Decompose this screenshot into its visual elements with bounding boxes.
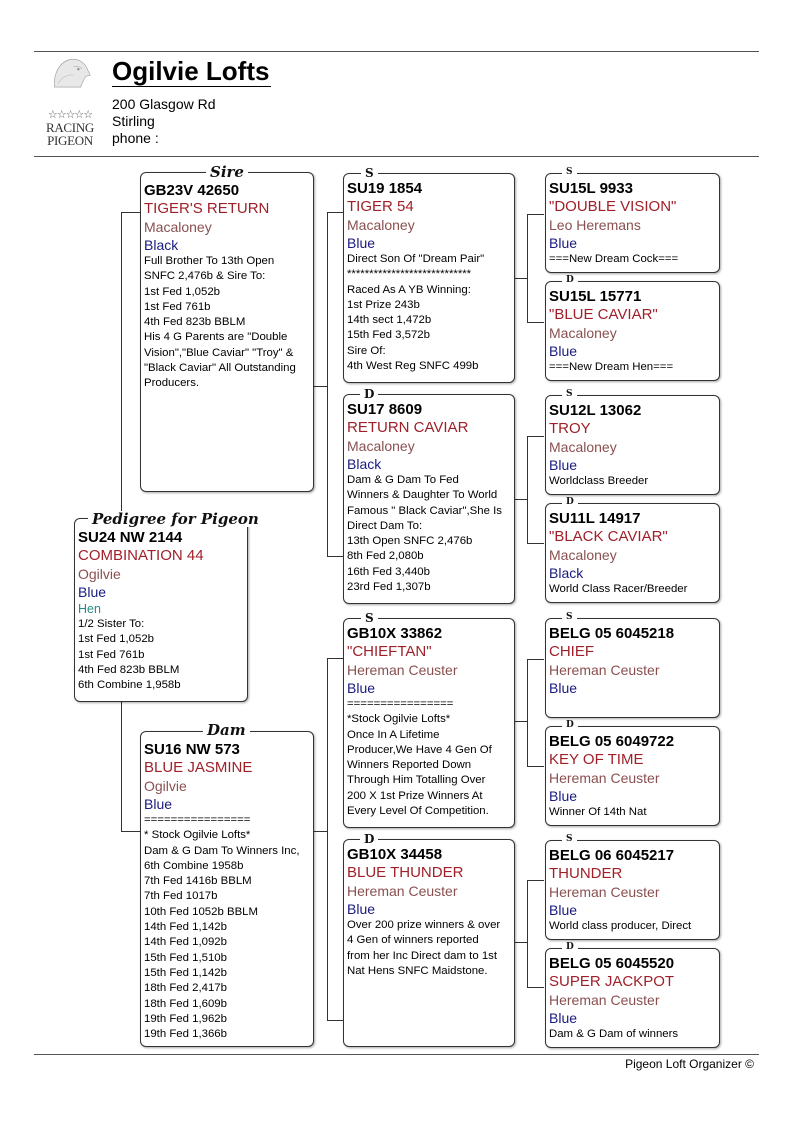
connector-line — [121, 212, 122, 518]
ring-number: BELG 05 6049722 — [549, 733, 675, 750]
sire-card[interactable] — [140, 172, 314, 492]
dam-marker: D — [360, 833, 378, 845]
pigeon-name: "BLUE CAVIAR" — [549, 306, 658, 323]
notes: Worldclass Breeder — [549, 475, 649, 487]
breeder: Hereman Ceuster — [549, 662, 660, 678]
ring-number: BELG 05 6045218 — [549, 625, 675, 642]
pigeon-name: THUNDER — [549, 865, 623, 882]
dam-marker: D — [360, 388, 378, 400]
logo-stars: ☆☆☆☆☆ — [47, 109, 93, 121]
notes: World Class Racer/Breeder — [549, 583, 688, 595]
pigeon-name: "CHIEFTAN" — [347, 643, 432, 660]
ring-number: GB10X 33862 — [347, 625, 443, 642]
ring-number: SU12L 13062 — [549, 402, 642, 419]
connector-line — [527, 436, 544, 437]
pigeon-name: CHIEF — [549, 643, 594, 660]
address-line-2: Stirling — [112, 113, 155, 129]
dam-marker: D — [562, 943, 578, 952]
dam-card[interactable] — [140, 731, 314, 1047]
connector-line — [527, 987, 544, 988]
sdd-card[interactable] — [545, 503, 720, 603]
connector-line — [515, 278, 527, 279]
pigeon-name: TIGER 54 — [347, 198, 414, 215]
connector-line — [515, 721, 527, 722]
dam-marker: D — [562, 276, 578, 285]
notes: ================ * Stock Ogilvie Lofts* Dam & G Dam To Winners Inc, 6th Combine 1958b 7th Fed 1416b BBLM 7th Fed 1017b 10th Fed 1052b BBLM 14th Fed 1,142b 14th Fed 1,092b 15th Fed 1,510b 15th Fed 1,142b 18th Fed 2,417b 18th Fed 1,609b 19th Fed 1,962b 19th Fed 1,366b — [144, 814, 300, 1041]
connector-line — [527, 659, 528, 766]
breeder: Ogilvie — [144, 778, 187, 794]
connector-line — [515, 499, 527, 500]
ring-number: SU19 1854 — [347, 180, 423, 197]
notes: Dam & G Dam To Fed Winners & Daughter To World Famous " Black Caviar",She Is Direct Dam To: 13th Open SNFC 2,476b 8th Fed 2,080b 16th Fed 3,440b 23rd Fed 1,307b — [347, 474, 502, 594]
breeder: Hereman Ceuster — [549, 884, 660, 900]
pigeon-name: BLUE JASMINE — [144, 759, 253, 776]
subject-pigeon-card[interactable] — [74, 518, 248, 702]
connector-line — [314, 831, 327, 832]
breeder: Macaloney — [549, 439, 617, 455]
connector-line — [527, 766, 544, 767]
pigeon-name: KEY OF TIME — [549, 751, 644, 768]
ring-number: SU16 NW 573 — [144, 741, 240, 758]
dss-card[interactable] — [545, 618, 720, 718]
sds-card[interactable] — [545, 395, 720, 495]
ring-number: SU15L 9933 — [549, 180, 633, 197]
connector-line — [527, 659, 544, 660]
colour: Blue — [549, 680, 578, 696]
colour: Blue — [549, 343, 578, 359]
connector-line — [527, 880, 528, 987]
subject-label: Pedigree for Pigeon — [88, 511, 263, 527]
pigeon-name: "DOUBLE VISION" — [549, 198, 677, 215]
notes: ===New Dream Cock=== — [549, 253, 679, 265]
dam-dam-card[interactable] — [343, 839, 515, 1047]
breeder: Macaloney — [144, 219, 212, 235]
breeder: Macaloney — [347, 217, 415, 233]
notes: Over 200 prize winners & over 4 Gen of winners reported from her Inc Direct dam to 1st Nat Hens SNFC Maidstone. — [347, 919, 501, 977]
sire-label: Sire — [206, 164, 248, 180]
footer-rule — [34, 1054, 759, 1055]
pigeon-name: BLUE THUNDER — [347, 864, 464, 881]
notes: ===New Dream Hen=== — [549, 361, 674, 373]
sire-marker: S — [562, 168, 577, 177]
logo-text-pigeon: PIGEON — [47, 133, 93, 148]
address-line-1: 200 Glasgow Rd — [112, 96, 216, 112]
header-top-rule — [34, 51, 759, 52]
pigeon-name: TROY — [549, 420, 591, 437]
colour: Black — [144, 237, 179, 253]
colour: Blue — [347, 680, 376, 696]
colour: Blue — [144, 796, 173, 812]
connector-line — [121, 831, 140, 832]
notes: World class producer, Direct — [549, 920, 692, 932]
sex: Hen — [78, 602, 101, 616]
notes: Dam & G Dam of winners — [549, 1028, 679, 1040]
ring-number: SU17 8609 — [347, 401, 423, 418]
breeder: Hereman Ceuster — [347, 883, 458, 899]
sire-dam-card[interactable] — [343, 394, 515, 604]
colour: Blue — [347, 901, 376, 917]
footer-credit: Pigeon Loft Organizer © — [625, 1057, 754, 1071]
dam-marker: D — [562, 721, 578, 730]
colour: Black — [347, 456, 382, 472]
pigeon-name: TIGER'S RETURN — [144, 200, 270, 217]
dsd-card[interactable] — [545, 726, 720, 826]
ring-number: BELG 06 6045217 — [549, 847, 675, 864]
sire-marker: S — [562, 613, 577, 622]
breeder: Macaloney — [549, 547, 617, 563]
ring-number: SU11L 14917 — [549, 510, 641, 527]
ring-number: BELG 05 6045520 — [549, 955, 675, 972]
sire-marker: S — [562, 835, 577, 844]
header-bottom-rule — [34, 156, 759, 157]
dam-marker: D — [562, 498, 578, 507]
pigeon-name: RETURN CAVIAR — [347, 419, 469, 436]
pigeon-name: SUPER JACKPOT — [549, 973, 675, 990]
notes: Full Brother To 13th Open SNFC 2,476b & Sire To: 1st Fed 1,052b 1st Fed 761b 4th Fed 823b BBLM His 4 G Parents are "Double Vision","Blue Caviar" "Troy" & "Black Caviar" All Outstanding Producers. — [144, 255, 296, 390]
pigeon-head-icon — [36, 56, 104, 111]
ring-number: SU15L 15771 — [549, 288, 642, 305]
colour: Blue — [549, 235, 578, 251]
connector-line — [527, 214, 544, 215]
breeder: Macaloney — [549, 325, 617, 341]
breeder: Macaloney — [347, 438, 415, 454]
dam-label: Dam — [203, 722, 250, 738]
loft-name: Ogilvie Lofts — [112, 56, 270, 86]
connector-line — [314, 386, 327, 387]
connector-line — [527, 214, 528, 322]
notes: ================ *Stock Ogilvie Lofts* Once In A Lifetime Producer,We Have 4 Gen Of Winners Reported Down Through Him Totalling Over 200 X 1st Prize Winners At Every Level Of Competition. — [347, 698, 492, 818]
colour: Blue — [549, 788, 578, 804]
connector-line — [121, 702, 122, 832]
logo-text-racing: RACING — [45, 120, 95, 135]
connector-line — [327, 658, 328, 1020]
connector-line — [121, 212, 140, 213]
ddd-card[interactable] — [545, 948, 720, 1048]
connector-line — [327, 212, 328, 556]
connector-line — [327, 212, 343, 213]
ring-number: SU24 NW 2144 — [78, 529, 183, 546]
connector-line — [527, 880, 544, 881]
colour: Blue — [549, 902, 578, 918]
sire-sire-card[interactable] — [343, 173, 515, 383]
notes: Winner Of 14th Nat — [549, 806, 647, 818]
sss-card[interactable] — [545, 173, 720, 273]
dds-card[interactable] — [545, 840, 720, 940]
colour: Blue — [78, 584, 107, 600]
sire-marker: S — [361, 167, 378, 179]
pigeon-name: COMBINATION 44 — [78, 547, 204, 564]
connector-line — [527, 543, 544, 544]
breeder: Hereman Ceuster — [347, 662, 458, 678]
breeder: Ogilvie — [78, 566, 121, 582]
ssd-card[interactable] — [545, 281, 720, 381]
colour: Blue — [347, 235, 376, 251]
sire-marker: S — [361, 612, 378, 624]
connector-line — [527, 436, 528, 543]
connector-line — [327, 1020, 343, 1021]
sire-marker: S — [562, 390, 577, 399]
dam-sire-card[interactable] — [343, 618, 515, 828]
notes: 1/2 Sister To: 1st Fed 1,052b 1st Fed 761b 4th Fed 823b BBLM 6th Combine 1,958b — [78, 618, 181, 692]
colour: Blue — [549, 1010, 578, 1026]
breeder: Hereman Ceuster — [549, 770, 660, 786]
connector-line — [515, 942, 527, 943]
connector-line — [327, 658, 343, 659]
notes: Direct Son Of "Dream Pair" **************************** Raced As A YB Winning: 1st Prize 243b 14th sect 1,472b 15th Fed 3,572b Sire Of: 4th West Reg SNFC 499b — [347, 253, 485, 373]
colour: Blue — [549, 457, 578, 473]
phone-label: phone : — [112, 130, 159, 146]
colour: Black — [549, 565, 584, 581]
connector-line — [527, 322, 544, 323]
breeder: Leo Heremans — [549, 217, 641, 233]
pigeon-name: "BLACK CAVIAR" — [549, 528, 668, 545]
breeder: Hereman Ceuster — [549, 992, 660, 1008]
connector-line — [327, 556, 343, 557]
ring-number: GB10X 34458 — [347, 846, 443, 863]
ring-number: GB23V 42650 — [144, 182, 240, 199]
